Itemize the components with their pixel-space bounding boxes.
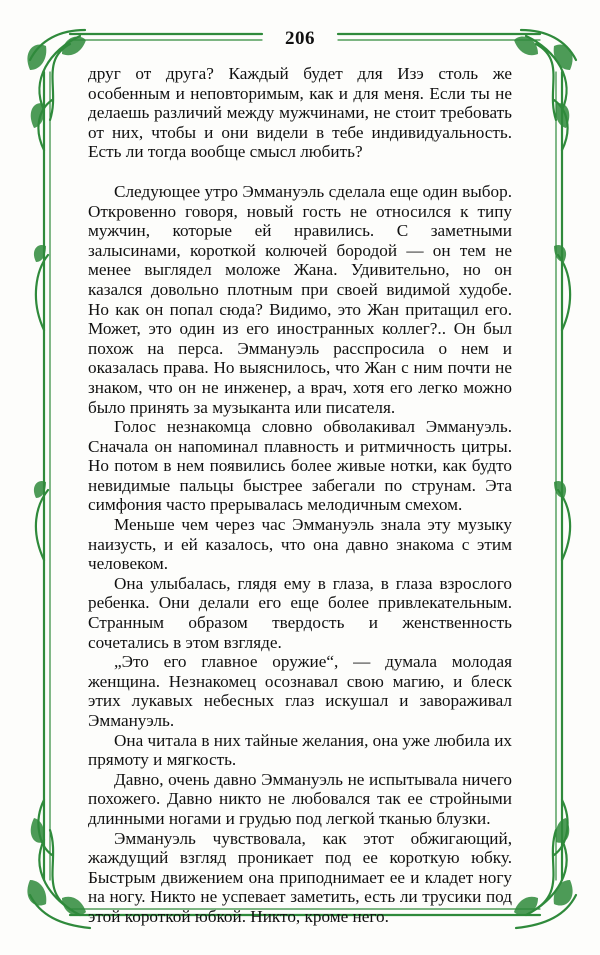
- paragraph: Голос незнакомца словно обволакивал Эммануэль. Сначала он напоминал плавность и ритмичность цитры. Но потом в нем появились более живые нотки, как будто невидимые пальцы быстрее забегали по струнам. Эта симфония часто прерывалась мелодичным смехом.: [88, 417, 512, 515]
- paragraph: „Это его главное оружие“, — думала молодая женщина. Незнакомец осознавал свою магию, и блеск этих лукавых небесных глаз искушал и завораживал Эммануэль.: [88, 652, 512, 730]
- paragraph: Следующее утро Эммануэль сделала еще один выбор. Откровенно говоря, новый гость не относился к типу мужчин, которые ей нравились. С заметными залысинами, короткой колючей бородой — он тем не менее выглядел моложе Жана. Удивительно, но он казался довольно плотным при своей видимой худобе. Но как он попал сюда? Видимо, это Жан притащил его. Может, это один из его иностранных коллег?.. Он был похож на перса. Эммануэль расспросила о нем и оказалась права. Но выяснилось, что Жан с ним почти не знаком, что он не инженер, а врач, хотя его легко можно было принять за музыканта или писателя.: [88, 181, 512, 417]
- page-number: 206: [285, 28, 315, 49]
- paragraph: Меньше чем через час Эммануэль знала эту музыку наизусть, и ей казалось, что она давно знакома с этим человеком.: [88, 515, 512, 574]
- paragraph: Эммануэль чувствовала, как этот обжигающий, жаждущий взгляд проникает под ее короткую юбку. Быстрым движением она приподнимает ее и кладет ногу на ногу. Никто не успевает заметить, есть ли трусики под этой короткой юбкой. Никто, кроме него.: [88, 828, 512, 926]
- paragraph: Она читала в них тайные желания, она уже любила их прямоту и мягкость.: [88, 730, 512, 770]
- paragraph: Давно, очень давно Эммануэль не испытывала ничего похожего. Давно никто не любовался так ее стройными длинными ногами и грудью под легкой тканью блузки.: [88, 769, 512, 828]
- paragraph: Она улыбалась, глядя ему в глаза, в глаза взрослого ребенка. Они делали его еще более привлекательным. Странным образом твердость и женственность сочетались в этом взгляде.: [88, 573, 512, 652]
- paragraph: друг от друга? Каждый будет для Изэ столь же особенным и неповторимым, как и для меня. Если ты не делаешь различий между мужчинами, не стоит требовать от них, чтобы и они видели в тебе индивидуальность. Есть ли тогда вообще смысл любить?: [88, 64, 512, 162]
- body-text: [88, 64, 512, 927]
